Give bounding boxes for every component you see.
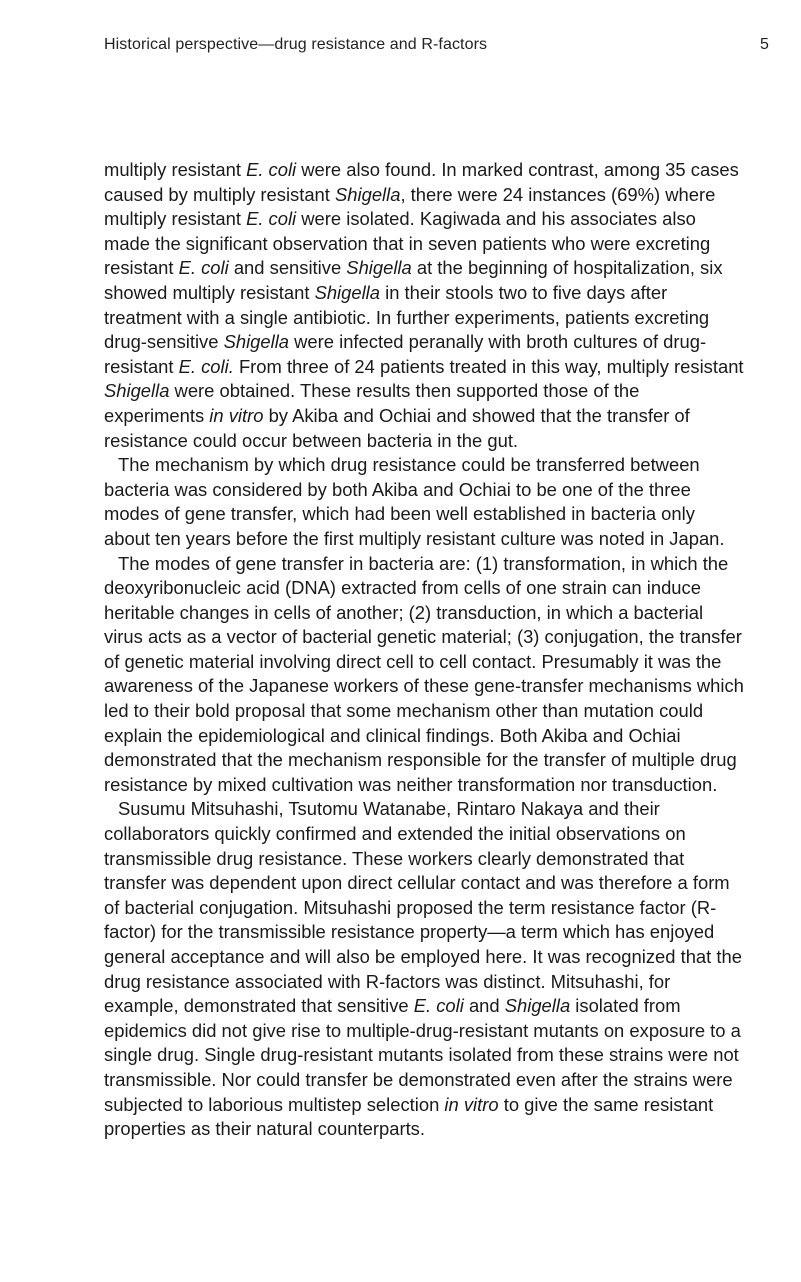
run: Shigella	[223, 331, 290, 353]
run: E. coli	[246, 208, 297, 230]
run: at the beginning of hospitalization, six showed multiply resistant	[104, 257, 723, 303]
run: Susumu Mitsuhashi, Tsutomu Watanabe, Rintaro Nakaya and their collaborators quickly confirmed and extended the initial observations on transmissible drug resistance. These workers clearly demonstrated that transfer was dependent upon direct cellular contact and was therefore a form of bacterial conjugation. Mitsuhashi proposed the term resistance factor (R-factor) for the transmissible resistance property—a term which has enjoyed general acceptance and will also be employed here. It was recognized that the drug resistance associated with R-factors was distinct. Mitsuhashi, for example, demonstrated that sensitive	[104, 798, 742, 1017]
run: by Akiba and Ochiai and showed that the transfer of resistance could occur between bacteria in the gut.	[104, 404, 690, 451]
run: were also found. In marked contrast, among 35 cases caused by multiply resistant	[104, 159, 739, 205]
run: to give the same resistant properties as their natural counterparts.	[104, 1093, 714, 1140]
body-text	[104, 158, 744, 1142]
paragraph	[104, 453, 744, 551]
page-number: 5	[760, 36, 769, 53]
paragraph	[104, 552, 744, 798]
running-head	[104, 36, 769, 54]
run: The mechanism by which drug resistance could be transferred between bacteria was considered by both Akiba and Ochiai to be one of the three modes of gene transfer, which had been well established in bacteria only about ten years before the first multiply resistant culture was noted in Japan.	[104, 454, 725, 549]
run: E. coli	[246, 159, 297, 180]
run: E. coli	[413, 995, 464, 1017]
run: The modes of gene transfer in bacteria are: (1) transformation, in which the deoxyribonucleic acid (DNA) extracted from cells of one strain can induce heritable changes in cells of another; (2) transduction, in which a bacterial virus acts as a vector of bacterial genetic material; (3) conjugation, the transfer of genetic material involving direct cell to cell contact. Presumably it was the awareness of the Japanese workers of these gene-transfer mechanisms which led to their bold proposal that some mechanism other than mutation could explain the epidemiological and clinical findings. Both Akiba and Ochiai demonstrated that the mechanism responsible for the transfer of multiple drug resistance by mixed cultivation was neither transformation nor transduction.	[104, 552, 744, 795]
run: and sensitive	[228, 257, 347, 279]
run: Shigella	[314, 281, 380, 303]
run: were isolated. Kagiwada and his associates also made the significant observation that in seven patients who were excreting resistant	[104, 208, 711, 279]
run: Shigella	[504, 995, 571, 1017]
run: multiply resistant	[104, 159, 247, 180]
run: , there were 24 instances (69%) where multiply resistant	[104, 183, 716, 230]
run: were obtained. These results then supported those of the experiments	[104, 380, 640, 426]
run: in vitro	[444, 1093, 499, 1115]
run: Shigella	[104, 380, 170, 402]
run: isolated from epidemics did not give rise to multiple-drug-resistant mutants on exposure to a single drug. Single drug-resistant mutants isolated from these strains were not transmissible. Nor could transfer be demonstrated even after the strains were subjected to laborious multistep selection	[104, 995, 741, 1115]
run: E. coli	[178, 257, 229, 279]
run: Shigella	[346, 257, 412, 279]
paragraph	[104, 797, 744, 1141]
running-title: Historical perspective—drug resistance and R-factors	[104, 36, 488, 53]
run: Shigella	[335, 183, 401, 205]
run: From three of 24 patients treated in this way, multiply resistant	[233, 355, 744, 377]
paragraph	[104, 158, 744, 453]
run: and	[463, 995, 505, 1017]
run: were infected peranally with broth cultures of drug-resistant	[104, 331, 707, 377]
run: E. coli.	[178, 355, 234, 377]
run: in vitro	[209, 404, 264, 426]
run: in their stools two to five days after treatment with a single antibiotic. In further experiments, patients excreting drug-sensitive	[104, 281, 710, 353]
